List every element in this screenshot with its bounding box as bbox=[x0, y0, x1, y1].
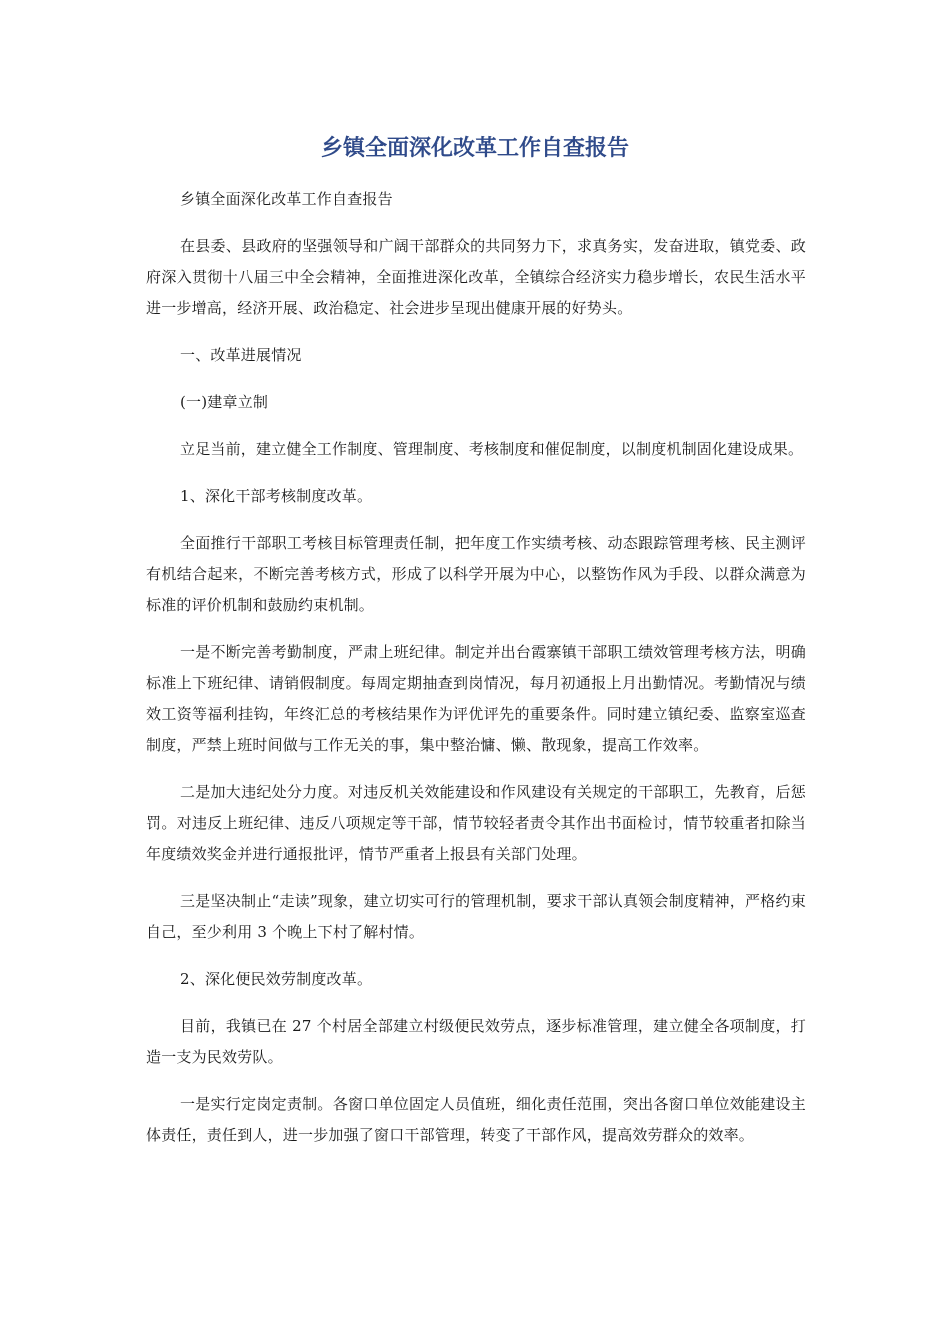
item-heading-cadre-assessment: 1、深化干部考核制度改革。 bbox=[180, 487, 373, 505]
subtitle-paragraph: 乡镇全面深化改革工作自查报告 bbox=[180, 190, 393, 208]
section-heading-progress: 一、改革进展情况 bbox=[180, 346, 302, 364]
subsection-heading-rules: (一)建章立制 bbox=[180, 393, 269, 411]
body-paragraph: 立足当前，建立健全工作制度、管理制度、考核制度和催促制度，以制度机制固化建设成果。 bbox=[180, 440, 804, 458]
body-paragraph: 全面推行干部职工考核目标管理责任制，把年度工作实绩考核、动态跟踪管理考核、民主测评有机结合起来，不断完善考核方式，形成了以科学开展为中心，以整饬作风为手段、以群众满意为标准的评价机制和鼓励约束机制。 bbox=[146, 534, 806, 614]
document-title: 乡镇全面深化改革工作自查报告 bbox=[320, 136, 629, 161]
body-paragraph: 三是坚决制止“走读”现象，建立切实可行的管理机制，要求干部认真领会制度精神，严格约束自己，至少利用 3 个晚上下村了解村情。 bbox=[146, 892, 806, 941]
body-paragraph: 一是不断完善考勤制度，严肃上班纪律。制定并出台霞寨镇干部职工绩效管理考核方法，明确标准上下班纪律、请销假制度。每周定期抽查到岗情况，每月初通报上月出勤情况。考勤情况与绩效工资等福利挂钩，年终汇总的考核结果作为评优评先的重要条件。同时建立镇纪委、监察室巡查制度，严禁上班时间做与工作无关的事，集中整治慵、懒、散现象，提高工作效率。 bbox=[146, 643, 806, 754]
document-body bbox=[146, 184, 806, 1167]
item-heading-public-service: 2、深化便民效劳制度改革。 bbox=[180, 970, 373, 988]
body-paragraph: 目前，我镇已在 27 个村居全部建立村级便民效劳点，逐步标准管理，建立健全各项制度，打造一支为民效劳队。 bbox=[146, 1017, 806, 1066]
body-paragraph: 一是实行定岗定责制。各窗口单位固定人员值班，细化责任范围，突出各窗口单位效能建设主体责任，责任到人，进一步加强了窗口干部管理，转变了干部作风，提高效劳群众的效率。 bbox=[146, 1095, 806, 1144]
intro-paragraph: 在县委、县政府的坚强领导和广阔干部群众的共同努力下，求真务实，发奋进取，镇党委、政府深入贯彻十八届三中全会精神，全面推进深化改革，全镇综合经济实力稳步增长，农民生活水平进一步增高，经济开展、政治稳定、社会进步呈现出健康开展的好势头。 bbox=[146, 237, 806, 317]
body-paragraph: 二是加大违纪处分力度。对违反机关效能建设和作风建设有关规定的干部职工，先教育，后惩罚。对违反上班纪律、违反八项规定等干部，情节较轻者责令其作出书面检讨，情节较重者扣除当年度绩效奖金并进行通报批评，情节严重者上报县有关部门处理。 bbox=[146, 783, 806, 863]
